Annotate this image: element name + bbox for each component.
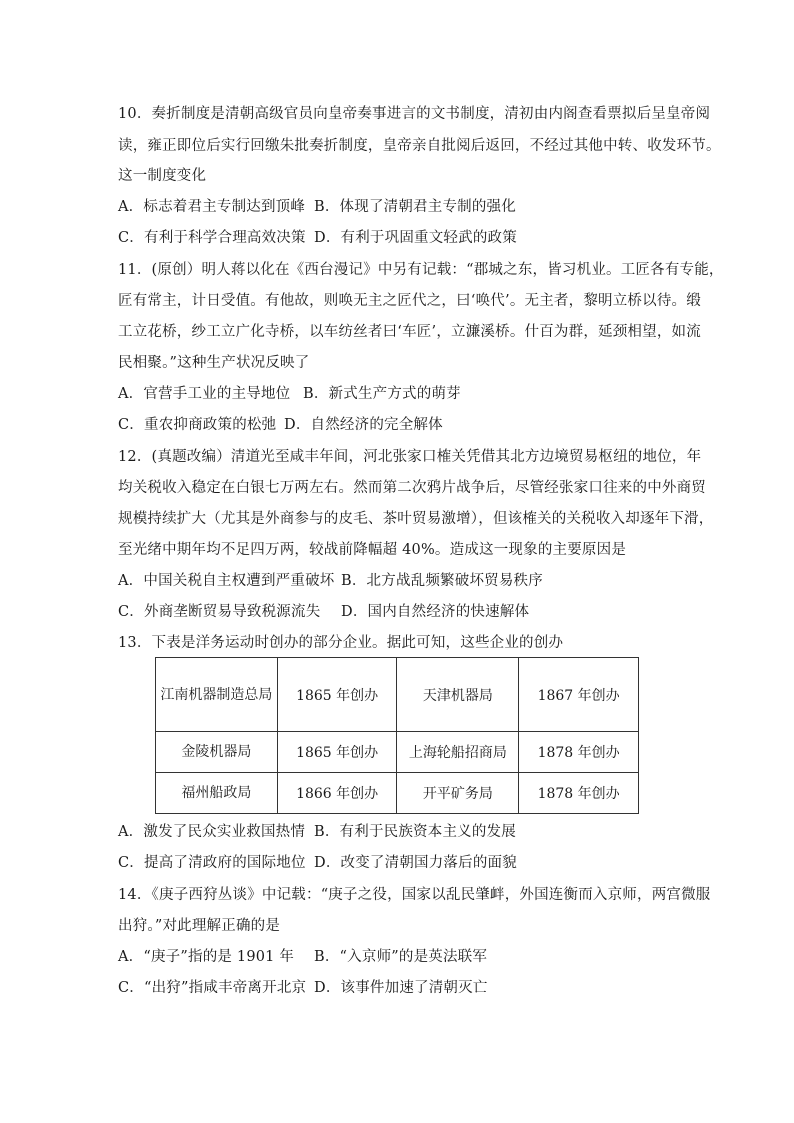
q12-option-c[interactable]: C．外商垄断贸易导致税源流失 — [118, 604, 321, 620]
q11-options-cd — [118, 415, 443, 435]
q12-stem-line-1: 12．(真题改编）清道光至咸丰年间，河北张家口榷关凭借其北方边境贸易枢纽的地位，年 — [118, 449, 702, 465]
q14-options-ab — [118, 947, 487, 967]
q14-option-a[interactable]: A．“庚子”指的是 1901 年 — [118, 949, 295, 965]
q12-options-ab — [118, 571, 543, 591]
q10-stem-line-2: 读，雍正即位后实行回缴朱批奏折制度，皇帝亲自批阅后返回，不经过其他中转、收发环节。 — [118, 138, 721, 154]
q13-option-a[interactable]: A．激发了民众实业救国热情 — [118, 824, 306, 840]
table-cell: 1865 年创办 — [277, 732, 397, 773]
q12-stem-line-3: 规模持续扩大（尤其是外商参与的皮毛、茶叶贸易激增），但该榷关的关税收入却逐年下滑， — [118, 511, 714, 527]
q12-option-d[interactable]: D．国内自然经济的快速解体 — [341, 604, 530, 620]
q14-stem-line-2: 出狩。”对此理解正确的是 — [118, 918, 281, 934]
q10-options-cd — [118, 228, 517, 248]
q13-stem-line-1: 13．下表是洋务运动时创办的部分企业。据此可知，这些企业的创办 — [118, 635, 564, 651]
table-row — [156, 658, 639, 732]
q11-option-d[interactable]: D．自然经济的完全解体 — [284, 417, 443, 433]
table-cell: 江南机器制造总局 — [156, 658, 278, 732]
table-row — [156, 732, 639, 773]
table-cell: 1878 年创办 — [519, 732, 639, 773]
q13-option-c[interactable]: C．提高了清政府的国际地位 — [118, 855, 306, 871]
q12-option-a[interactable]: A．中国关税自主权遭到严重破坏 — [118, 573, 335, 589]
q10-option-b[interactable]: B．体现了清朝君主专制的强化 — [314, 199, 516, 215]
q13-option-d[interactable]: D．改变了清朝国力落后的面貌 — [314, 855, 517, 871]
table-cell: 天津机器局 — [397, 658, 519, 732]
table-cell: 上海轮船招商局 — [397, 732, 519, 773]
table-cell: 福州船政局 — [156, 773, 278, 814]
q10-option-a[interactable]: A．标志着君主专制达到顶峰 — [118, 199, 306, 215]
q13-options-ab — [118, 822, 516, 842]
q10-option-d[interactable]: D．有利于巩固重文轻武的政策 — [314, 230, 517, 246]
table-cell: 开平矿务局 — [397, 773, 519, 814]
q10-stem-line-1: 10．奏折制度是清朝高级官员向皇帝奏事进言的文书制度，清初由内阁查看票拟后呈皇帝阅 — [118, 106, 711, 122]
q11-stem-line-3: 工立花桥，纱工立广化寺桥，以车纺丝者曰‘车匠’，立濂溪桥。什百为群，延颈相望，如流 — [118, 324, 701, 340]
q13-options-cd — [118, 853, 517, 873]
q11-option-c[interactable]: C．重农抑商政策的松弛 — [118, 417, 277, 433]
q10-option-c[interactable]: C．有利于科学合理高效决策 — [118, 230, 306, 246]
q11-stem-line-1: 11．(原创）明人蒋以化在《西台漫记》中另有记载：“郡城之东，皆习机业。工匠各有专能， — [118, 262, 724, 278]
q14-options-cd — [118, 978, 488, 998]
q12-option-b[interactable]: B．北方战乱频繁破坏贸易秩序 — [341, 573, 543, 589]
q14-option-c[interactable]: C．“出狩”指咸丰帝离开北京 — [118, 980, 307, 996]
q11-option-b[interactable]: B．新式生产方式的萌芽 — [303, 386, 461, 402]
table-cell: 1878 年创办 — [519, 773, 639, 814]
table-cell: 1867 年创办 — [519, 658, 639, 732]
q14-option-b[interactable]: B．“入京师”的是英法联军 — [314, 949, 488, 965]
q11-stem-line-2: 匠有常主，计日受值。有他故，则唤无主之匠代之，曰‘唤代’。无主者，黎明立桥以待。缎 — [118, 293, 701, 309]
q10-stem-line-3: 这一制度变化 — [118, 168, 207, 184]
q11-stem-line-4: 民相聚。”这种生产状况反映了 — [118, 355, 310, 371]
table-cell: 金陵机器局 — [156, 732, 278, 773]
q11-options-ab — [118, 384, 461, 404]
q14-stem-line-1: 14．《庚子西狩丛谈》中记载：“庚子之役，国家以乱民肇衅，外国连衡而入京师，两宫微服 — [118, 887, 711, 903]
table-cell: 1865 年创办 — [277, 658, 397, 732]
enterprise-table — [155, 657, 639, 814]
q10-options-ab — [118, 197, 516, 217]
table-cell: 1866 年创办 — [277, 773, 397, 814]
q13-option-b[interactable]: B．有利于民族资本主义的发展 — [314, 824, 516, 840]
q12-stem-line-2: 均关税收入稳定在白银七万两左右。然而第二次鸦片战争后，尽管经张家口往来的中外商贸 — [118, 480, 706, 496]
q14-option-d[interactable]: D．该事件加速了清朝灭亡 — [314, 980, 488, 996]
q12-options-cd — [118, 602, 529, 622]
table-row — [156, 773, 639, 814]
q11-option-a[interactable]: A．官营手工业的主导地位 — [118, 386, 291, 402]
q12-stem-line-4: 至光绪中期年均不足四万两，较战前降幅超 40%。造成这一现象的主要原因是 — [118, 542, 627, 558]
